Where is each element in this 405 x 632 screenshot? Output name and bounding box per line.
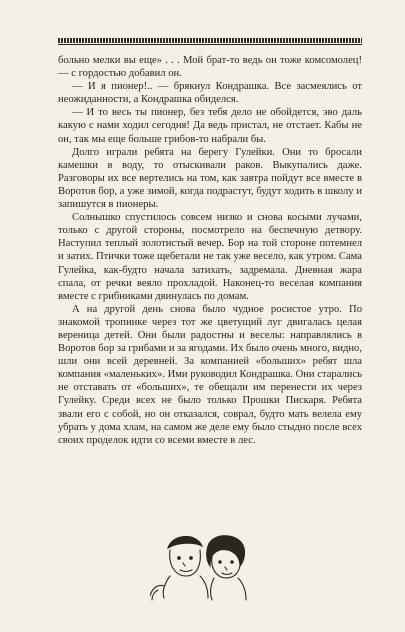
- paragraph: А на другой день снова было чудное росистое утро. По знакомой тропинке через тот же цветущий луг двигалась целая вереница детей. Они были радостны и веселы: направлялись в Воротов бор за грибами и за ягодами. Их было очень много, видно, шли они всей деревней. За компанией «больших» ребят шла компания «маленьких». Ими руководил Кондрашка. Они старались не отставать от «больших», те обещали им перенести их через Гулейку. Среди всех не было только Прошки Пискаря. Ребята звали его с собой, но он отказался, соврал, будто мать велела ему убрать у дома хлам, на самом же деле ему было стыдно после всех своих проделок идти со всеми вместе в лес.: [58, 303, 362, 446]
- header-rule: [58, 38, 362, 43]
- paragraph: больно мелки вы еще» . . . Мой брат-то ведь он тоже комсомолец! — с гордостью добавил он.: [58, 55, 362, 80]
- paragraph: Солнышко спустилось совсем низко и снова косыми лучами, только с другой стороны, посмотрело на беспечную детвору. Наступил теплый золотистый вечер. Бор на той стороне потемнел и затих. Птички тоже щебетали не так уже весело, как утром. Сама Гулейка, как-будто начала затихать, задремала. Дневная жара спала, от речки веяло прохладой. Наконец-то веселая компания вместе с грибниками двинулась по домам.: [58, 212, 362, 302]
- body-text: [58, 54, 362, 447]
- paragraph: Долго играли ребята на берегу Гулейки. Они то бросали камешки в воду, то отыскивали раков. Выкупались даже. Разговоры их все вертелись на том, как завтра пойдут все вместе в Воротов бор, а уже зимой, когда подрастут, будут ходить в школу и запишутся в пионеры.: [58, 146, 362, 211]
- paragraph: — И я пионер!.. — брякнул Кондрашка. Все засмеялись от неожиданности, а Кондрашка обиделся.: [58, 81, 362, 106]
- children-faces-illustration-icon: [150, 526, 260, 602]
- paragraph: — И то весь ты пионер, без тебя дело не обойдется, эво даль какую с нами ходил сегодня! Да ведь пристал, не отстает. Кабы не он, так мы еще больше грибов-то набрали бы.: [58, 107, 362, 145]
